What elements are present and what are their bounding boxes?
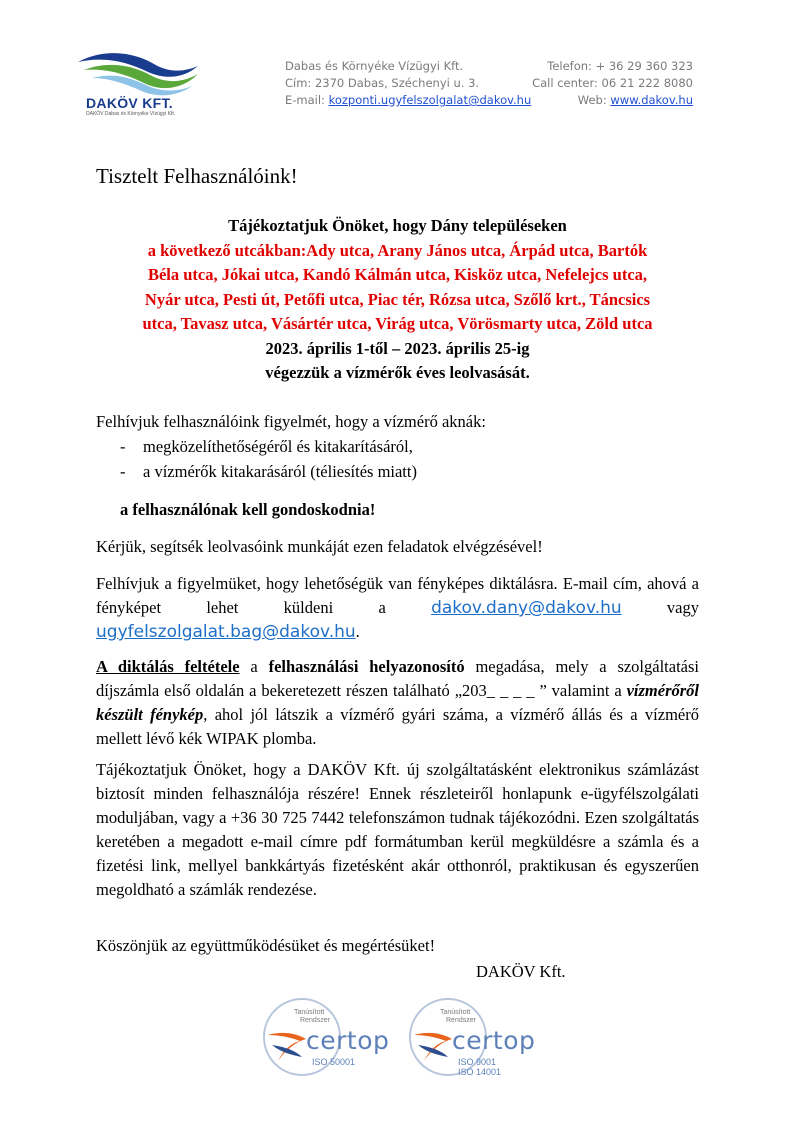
cert-iso-item: ISO 9001 [458, 1057, 497, 1067]
streets-line-4: utca, Tavasz utca, Vásártér utca, Virág utca, Vörösmarty utca, Zöld utca [142, 314, 653, 333]
bullet-text: megközelíthetőségéről és kitakarításáról, [143, 437, 413, 456]
reading-line: végezzük a vízmérők éves leolvasását. [265, 363, 530, 382]
condition-text-1: megadása, mely a szolgáltatási díjszámla első oldalán a bekeretezett részen található „203_ _ _ _ ” valamint a [96, 657, 699, 700]
cert-line-2: Rendszer [300, 1017, 330, 1024]
logo-waves-icon [74, 48, 204, 96]
header-contact-left [285, 58, 531, 109]
notice-block [96, 214, 699, 386]
cert-word: certop [452, 1026, 536, 1055]
einvoice-paragraph: Tájékoztatjuk Önöket, hogy a DAKÖV Kft. új szolgáltatásként elektronikus számlázást biztosít minden felhasználója részére! Ennek részleteiről honlapunk e-ügyfélszolgálati moduljában, vagy a +36 30 725 7442 telefonszámon tudnak tájékozódni. Ezen szolgáltatás keretében a megadott e-mail címre pdf formátumban kerül megküldésre a számla és a fizetési link, mellyel bankkártyás fizetésként akár otthonról, praktikusan és egyszerűen megoldható a számlák rendezése. [96, 760, 699, 899]
company-logo [74, 48, 204, 120]
header-contact-right [527, 58, 693, 109]
condition-id: felhasználási helyazonosító [268, 657, 465, 676]
cert-iso-item: ISO 14001 [458, 1067, 502, 1077]
please-line: Kérjük, segítsék leolvasóink munkáját ezen feladatok elvégzésével! [96, 537, 543, 556]
email-link[interactable]: kozponti.ugyfelszolgalat@dakov.hu [328, 93, 532, 107]
photo-or: vagy [666, 598, 699, 617]
intro-line: Tájékoztatjuk Önöket, hogy Dány településeken [228, 216, 567, 235]
bag-email-link[interactable]: ugyfelszolgalat.bag@dakov.hu [96, 622, 356, 642]
photo-paragraph [96, 572, 699, 644]
bullet-dash: - [120, 437, 126, 456]
email-label: E-mail: [285, 93, 325, 107]
condition-photo: vízmérőről készült fénykép [96, 681, 699, 724]
cert-line-1: Tanúsított [294, 1009, 325, 1016]
bullet-item [120, 435, 413, 459]
streets-line-1: a következő utcákban:Ady utca, Arany János utca, Árpád utca, Bartók [147, 240, 648, 260]
cert-iso: ISO 50001 [312, 1057, 356, 1067]
photo-end: . [355, 622, 360, 641]
bullet-dash: - [120, 462, 126, 481]
greeting: Tisztelt Felhasználóink! [96, 164, 298, 188]
logo-subtitle: DAKÖV Dabas és Környéke Vízügyi Kft. [86, 111, 176, 117]
thanks-line: Köszönjük az együttműködésüket és megértésüket! [96, 936, 436, 955]
condition-title: A diktálás feltétele [96, 657, 240, 676]
certop-logo [262, 995, 402, 1080]
cert-word: certop [306, 1026, 390, 1055]
bullet-text: a vízmérők kitakarásáról (téliesítés miatt) [143, 462, 417, 481]
condition-a: a [250, 657, 258, 676]
cert-line-2: Rendszer [446, 1017, 476, 1024]
phone: Telefon: + 36 29 360 323 [547, 59, 693, 73]
call-center: Call center: 06 21 222 8080 [532, 76, 693, 90]
company-name: Dabas és Környéke Vízügyi Kft. [285, 59, 464, 73]
photo-text: Felhívjuk a figyelmüket, hogy lehetőségük van fényképes diktálásra. E-mail cím, ahová a fényképet lehet küldeni a [96, 574, 699, 617]
logo-brand: DAKÖV KFT. [86, 95, 173, 111]
condition-text-2: , ahol jól látszik a vízmérő gyári száma, a vízmérő állás és a vízmérő mellett lévő kék WIPAK plomba. [96, 705, 699, 748]
signature: DAKÖV Kft. [476, 962, 566, 981]
web-label: Web: [577, 93, 607, 107]
attention-line: Felhívjuk felhasználóink figyelmét, hogy a vízmérő aknák: [96, 412, 486, 431]
responsibility-line: a felhasználónak kell gondoskodnia! [120, 500, 376, 519]
cert-line-1: Tanúsított [440, 1009, 471, 1016]
bullet-item [120, 460, 417, 484]
date-range: 2023. április 1-től – 2023. április 25-ig [265, 338, 530, 358]
cert-iso [458, 1057, 501, 1077]
email-line [285, 92, 531, 109]
web-line [527, 92, 693, 109]
streets-line-3: Nyár utca, Pesti út, Petőfi utca, Piac tér, Rózsa utca, Szőlő krt., Táncsics [144, 289, 651, 309]
dany-email-link[interactable]: dakov.dany@dakov.hu [431, 598, 622, 618]
condition-paragraph [96, 655, 699, 751]
streets-line-2: Béla utca, Jókai utca, Kandó Kálmán utca, Kisköz utca, Nefelejcs utca, [147, 265, 648, 284]
web-link[interactable]: www.dakov.hu [610, 93, 693, 107]
company-address: Cím: 2370 Dabas, Széchenyi u. 3. [285, 76, 480, 90]
certop-logo [408, 995, 548, 1080]
